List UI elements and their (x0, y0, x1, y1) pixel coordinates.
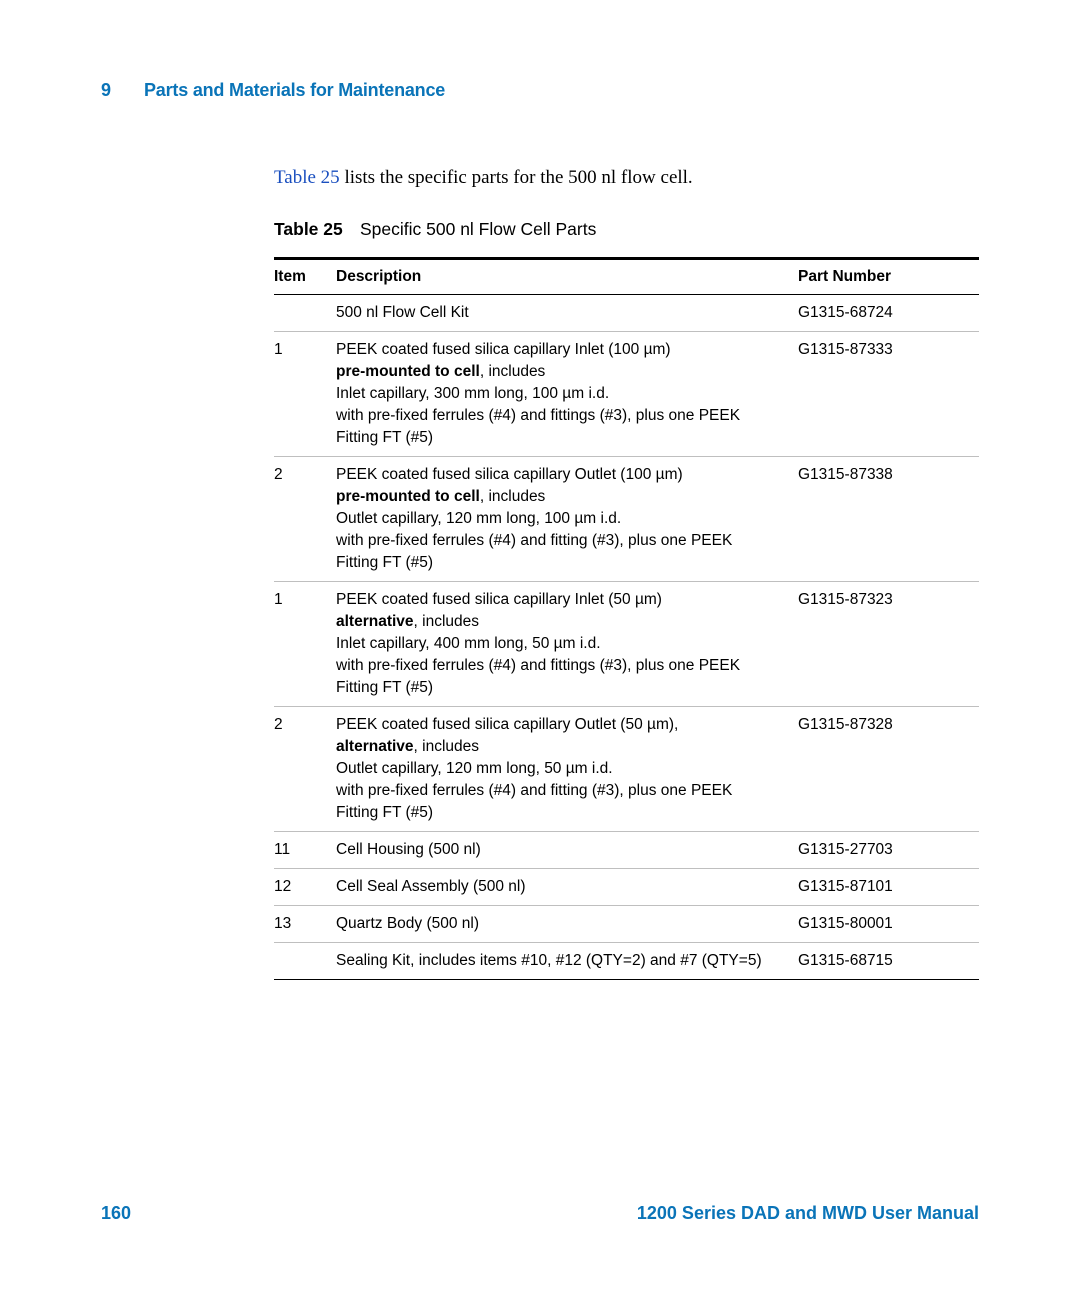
table-header-row (274, 259, 979, 295)
manual-title: 1200 Series DAD and MWD User Manual (636, 1203, 979, 1223)
description-line (336, 611, 798, 633)
part-number-cell: G1315-68724 (798, 295, 979, 332)
description-text: Outlet capillary, 120 mm long, 50 µm i.d. (336, 760, 613, 777)
description-cell (336, 457, 798, 582)
description-line (336, 839, 798, 861)
part-number-cell: G1315-87323 (798, 582, 979, 707)
description-cell (336, 832, 798, 869)
description-line (336, 405, 798, 427)
intro-paragraph (274, 167, 693, 189)
description-text: Cell Housing (500 nl) (336, 841, 481, 858)
description-line (336, 876, 798, 898)
description-line (336, 780, 798, 802)
table-row (274, 295, 979, 332)
table-row (274, 943, 979, 980)
table-caption-title: Specific 500 nl Flow Cell Parts (360, 219, 597, 239)
description-text: PEEK coated fused silica capillary Outlet (100 µm) (336, 466, 683, 483)
item-cell: 12 (274, 869, 336, 906)
description-text: Quartz Body (500 nl) (336, 915, 480, 932)
parts-table-body (274, 295, 979, 980)
description-text: with pre-fixed ferrules (#4) and fitting (#3), plus one PEEK (336, 532, 733, 549)
page-number: 160 (101, 1203, 132, 1223)
column-header-item: Item (274, 259, 336, 295)
table-reference-link[interactable]: Table 25 (274, 167, 340, 188)
description-text: with pre-fixed ferrules (#4) and fitting (#3), plus one PEEK (336, 782, 733, 799)
description-text: , includes (479, 363, 546, 380)
description-line (336, 736, 798, 758)
part-number-cell: G1315-87328 (798, 707, 979, 832)
parts-table (274, 257, 979, 980)
description-text: Fitting FT (#5) (336, 554, 434, 571)
part-number-cell: G1315-27703 (798, 832, 979, 869)
description-line (336, 589, 798, 611)
description-cell (336, 295, 798, 332)
description-line (336, 427, 798, 449)
description-text: Inlet capillary, 400 mm long, 50 µm i.d. (336, 635, 601, 652)
description-line (336, 913, 798, 935)
intro-text: lists the specific parts for the 500 nl flow cell. (339, 167, 693, 188)
part-number-cell: G1315-68715 (798, 943, 979, 980)
item-cell: 1 (274, 332, 336, 457)
table-caption-label: Table 25 (274, 219, 343, 239)
column-header-description: Description (336, 259, 798, 295)
description-text: Fitting FT (#5) (336, 679, 434, 696)
description-text: with pre-fixed ferrules (#4) and fittings (#3), plus one PEEK (336, 407, 741, 424)
description-cell (336, 943, 798, 980)
part-number-cell: G1315-80001 (798, 906, 979, 943)
table-row (274, 832, 979, 869)
description-line (336, 464, 798, 486)
description-text: Sealing Kit, includes items #10, #12 (QTY=2) and #7 (QTY=5) (336, 952, 762, 969)
description-text: Fitting FT (#5) (336, 804, 434, 821)
description-text: PEEK coated fused silica capillary Inlet (50 µm) (336, 591, 662, 608)
item-cell: 2 (274, 457, 336, 582)
table-caption (274, 219, 596, 240)
description-text: Inlet capillary, 300 mm long, 100 µm i.d. (336, 385, 610, 402)
table-row (274, 707, 979, 832)
item-cell: 11 (274, 832, 336, 869)
description-line (336, 633, 798, 655)
description-text: , includes (413, 738, 480, 755)
item-cell (274, 943, 336, 980)
description-line (336, 530, 798, 552)
description-text: Outlet capillary, 120 mm long, 100 µm i.d. (336, 510, 622, 527)
description-line (336, 552, 798, 574)
table-row (274, 332, 979, 457)
description-line (336, 714, 798, 736)
description-line (336, 508, 798, 530)
description-text: PEEK coated fused silica capillary Outlet (50 µm), (336, 716, 679, 733)
item-cell: 1 (274, 582, 336, 707)
description-emphasis: alternative (336, 613, 414, 630)
description-line (336, 677, 798, 699)
description-line (336, 302, 798, 324)
chapter-number: 9 (101, 80, 111, 100)
description-line (336, 339, 798, 361)
description-text: , includes (479, 488, 546, 505)
part-number-cell: G1315-87333 (798, 332, 979, 457)
description-cell (336, 332, 798, 457)
chapter-title: Parts and Materials for Maintenance (144, 80, 446, 100)
table-row (274, 582, 979, 707)
description-text: 500 nl Flow Cell Kit (336, 304, 469, 321)
description-text: PEEK coated fused silica capillary Inlet (100 µm) (336, 341, 671, 358)
item-cell (274, 295, 336, 332)
description-line (336, 486, 798, 508)
column-header-part-number: Part Number (798, 259, 979, 295)
description-emphasis: pre-mounted to cell (336, 488, 480, 505)
description-line (336, 655, 798, 677)
description-text: , includes (413, 613, 480, 630)
description-line (336, 361, 798, 383)
description-cell (336, 707, 798, 832)
table-row (274, 869, 979, 906)
table-row (274, 906, 979, 943)
description-cell (336, 869, 798, 906)
page-header (101, 80, 445, 101)
description-text: with pre-fixed ferrules (#4) and fittings (#3), plus one PEEK (336, 657, 741, 674)
table-row (274, 457, 979, 582)
item-cell: 2 (274, 707, 336, 832)
part-number-cell: G1315-87338 (798, 457, 979, 582)
description-line (336, 802, 798, 824)
description-emphasis: pre-mounted to cell (336, 363, 480, 380)
item-cell: 13 (274, 906, 336, 943)
description-line (336, 383, 798, 405)
description-text: Cell Seal Assembly (500 nl) (336, 878, 526, 895)
part-number-cell: G1315-87101 (798, 869, 979, 906)
description-emphasis: alternative (336, 738, 414, 755)
description-cell (336, 906, 798, 943)
description-line (336, 950, 798, 972)
description-cell (336, 582, 798, 707)
description-text: Fitting FT (#5) (336, 429, 434, 446)
description-line (336, 758, 798, 780)
